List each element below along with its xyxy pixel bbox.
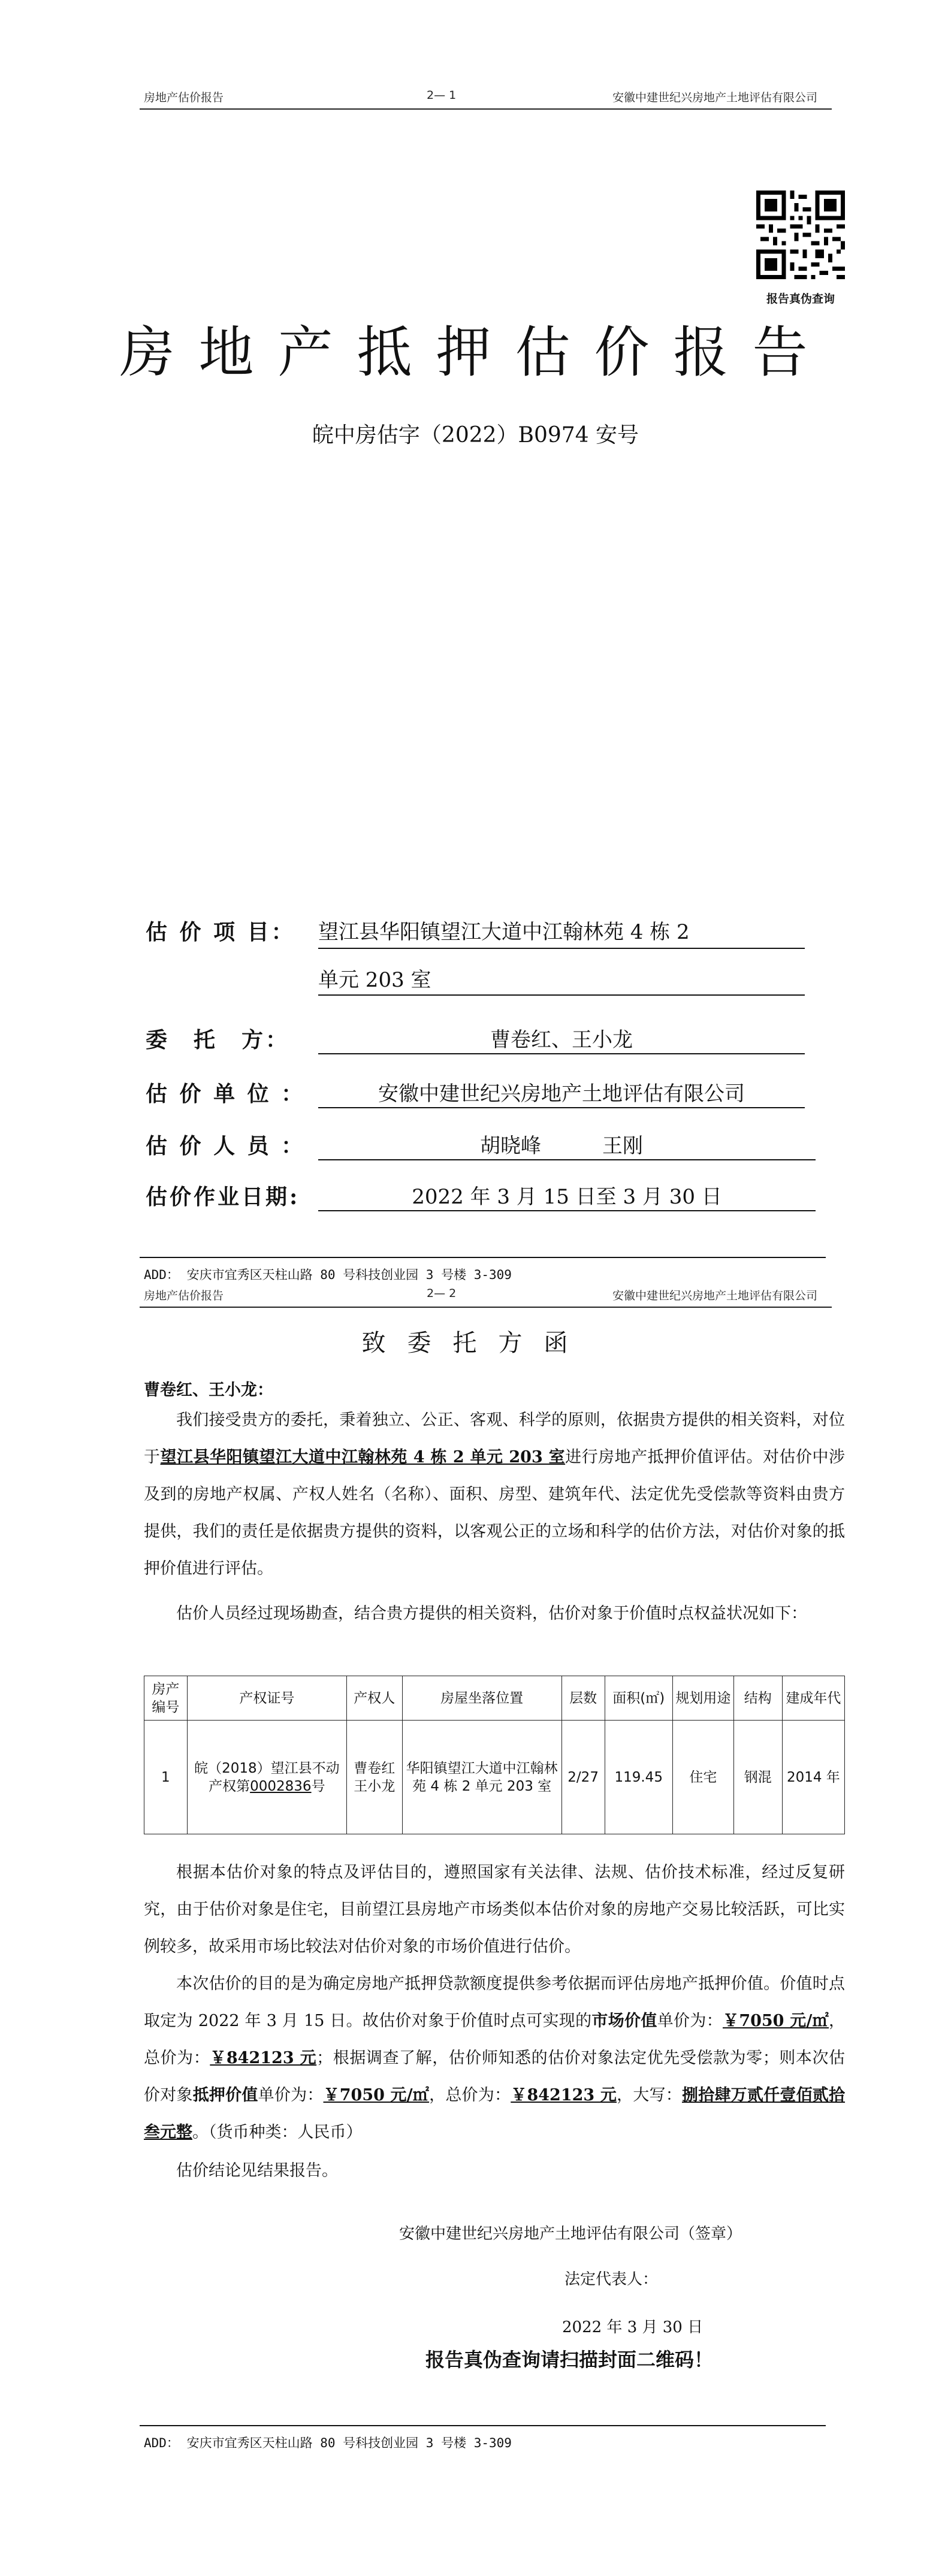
header-company: 安徽中建世纪兴房地产土地评估有限公司 (612, 1289, 818, 1302)
p1-text-c: 进行房地产抵押价值评估。对估价中涉及到的房地产权属、产权人姓名（名称）、面积、房型、建筑年代、法定优先受偿款等资料由贵方提供，我们的责任是依据贵方提供的资料，以客观公正的立场和科学的估价方法，对估价对象的抵押价值进行评估。 (144, 1448, 846, 1578)
legal-representative: 法定代表人： (564, 2270, 659, 2288)
header-rule (140, 108, 832, 110)
underline (318, 1053, 805, 1054)
cell-year: 2014 年 (782, 1721, 844, 1834)
qr-code-icon[interactable] (756, 191, 845, 279)
signature-date: 2022 年 3 月 30 日 (562, 2318, 704, 2336)
paragraph-3 (144, 1854, 845, 1966)
footer-rule (140, 2425, 826, 2426)
label-project: 估 价 项 目： (146, 920, 295, 945)
paragraph-5 (144, 2152, 845, 2190)
authenticity-notice: 报告真伪查询请扫描封面二维码！ (425, 2348, 714, 2371)
header-rule (140, 1307, 832, 1308)
cell-floors: 2/27 (561, 1721, 605, 1834)
p4-text: 本次估价的目的是为确定房地产抵押贷款额度提供参考依据而评估房地产抵押价值。价值时点取定为 2022 年 3 月 15 日。故估价对象于价值时点可实现的 (144, 1975, 845, 2030)
table-row (144, 1721, 845, 1834)
table-header: 房产编号 (144, 1676, 188, 1721)
table-header: 产权证号 (187, 1676, 346, 1721)
p1-property-address: 望江县华阳镇望江大道中江翰林苑 4 栋 2 单元 203 室 (160, 1448, 566, 1467)
table-header: 产权人 (346, 1676, 402, 1721)
underline (318, 948, 805, 949)
table-header-row (144, 1676, 845, 1721)
header-left-title: 房地产估价报告 (144, 91, 224, 104)
value-project-line2: 单元 203 室 (318, 968, 431, 992)
footer-rule (140, 1257, 826, 1258)
cert-text: 皖（2018）望江县不动产权第 (194, 1760, 340, 1794)
p4-text: 。（货币种类：人民币） (192, 2123, 363, 2142)
mortgage-total-price: ￥842123 元 (511, 2086, 617, 2105)
paragraph-1 (144, 1402, 845, 1588)
mortgage-total-uppercase: 捌拾肆万贰仟壹佰贰拾叁元整 (144, 2086, 846, 2142)
header-company: 安徽中建世纪兴房地产土地评估有限公司 (612, 91, 818, 104)
cell-owner: 曹卷红王小龙 (346, 1721, 402, 1834)
table-header: 面积(㎡) (605, 1676, 672, 1721)
label-appraisers: 估 价 人 员 ： (146, 1133, 306, 1159)
qr-caption: 报告真伪查询 (766, 292, 835, 306)
value-project-line1: 望江县华阳镇望江大道中江翰林苑 4 栋 2 (318, 920, 690, 944)
header-left-title: 房地产估价报告 (144, 1289, 224, 1302)
cell-structure: 钢混 (733, 1721, 782, 1834)
cell-area: 119.45 (605, 1721, 672, 1834)
paragraph-2 (144, 1596, 845, 1632)
paragraph-4 (144, 1966, 845, 2151)
underline (318, 1107, 805, 1108)
underline (318, 1210, 816, 1211)
p4-text: 单价为： (258, 2086, 324, 2105)
market-total-price: ￥842123 元 (210, 2049, 317, 2067)
cell-location: 华阳镇望江大道中江翰林苑 4 栋 2 单元 203 室 (402, 1721, 561, 1834)
value-work-dates: 2022 年 3 月 15 日至 3 月 30 日 (412, 1185, 722, 1209)
page-number: 2— 2 (427, 1287, 457, 1300)
cell-use: 住宅 (672, 1721, 733, 1834)
market-value-label: 市场价值 (591, 2012, 657, 2030)
label-work-dates: 估价作业日期: (146, 1184, 300, 1210)
value-appraiser-org: 安徽中建世纪兴房地产土地评估有限公司 (378, 1082, 745, 1106)
salutation: 曹卷红、王小龙： (144, 1381, 273, 1399)
p1-text-a: 我们接受贵方的委托，秉着独立、公正、客观、科学的原则，依据贵方提供的相关资料，对位于 (144, 1411, 845, 1467)
value-client: 曹卷红、王小龙 (490, 1028, 633, 1052)
p5-text: 估价结论见结果报告。 (176, 2161, 338, 2180)
footer-address: ADD： 安庆市宜秀区天柱山路 80 号科技创业园 3 号楼 3-309 (144, 2436, 512, 2450)
table-header: 结构 (733, 1676, 782, 1721)
page-number: 2— 1 (427, 89, 457, 102)
label-appraiser-org: 估 价 单 位 ： (146, 1081, 306, 1106)
value-appraisers: 胡晓峰 王刚 (480, 1134, 643, 1158)
p4-text: ，总价为： (144, 2012, 846, 2067)
cell-cert (187, 1721, 346, 1834)
p2-text: 估价人员经过现场勘查，结合贵方提供的相关资料，估价对象于价值时点权益状况如下： (176, 1604, 807, 1623)
p4-text: 单价为： (657, 2012, 723, 2030)
cell-no: 1 (144, 1721, 188, 1834)
mortgage-value-label: 抵押价值 (192, 2086, 258, 2105)
table-header: 房屋坐落位置 (402, 1676, 561, 1721)
cert-number: 0002836 (250, 1778, 312, 1794)
report-number: 皖中房估字（2022）B0974 安号 (312, 423, 639, 448)
table-header: 建成年代 (782, 1676, 844, 1721)
table-header: 层数 (561, 1676, 605, 1721)
table-header: 规划用途 (672, 1676, 733, 1721)
footer-address: ADD： 安庆市宜秀区天柱山路 80 号科技创业园 3 号楼 3-309 (144, 1268, 512, 1282)
p3-text: 根据本估价对象的特点及评估目的，遵照国家有关法律、法规、估价技术标准，经过反复研究，由于估价对象是住宅，目前望江县房地产市场类似本估价对象的房地产交易比较活跃，可比实例较多，故采用市场比较法对估价对象的市场价值进行估价。 (144, 1863, 845, 1956)
market-unit-price: ￥7050 元/㎡ (723, 2012, 829, 2030)
mortgage-unit-price: ￥7050 元/㎡ (323, 2086, 430, 2105)
label-client: 委 托 方： (146, 1027, 290, 1053)
p4-text: ，总价为： (429, 2086, 511, 2105)
underline (318, 994, 805, 996)
property-table (144, 1676, 845, 1834)
letter-title: 致委托方函 (361, 1329, 590, 1357)
p4-text: ；根据调查了解，估价师知悉的估价对象法定优先受偿款为零；则本次估价对象 (144, 2049, 846, 2105)
underline (318, 1159, 816, 1160)
p4-text: ，大写： (617, 2086, 682, 2105)
signature-company: 安徽中建世纪兴房地产土地评估有限公司（签章） (399, 2225, 742, 2243)
report-title: 房地产抵押估价报告 (119, 321, 832, 385)
cert-suffix: 号 (311, 1778, 325, 1794)
